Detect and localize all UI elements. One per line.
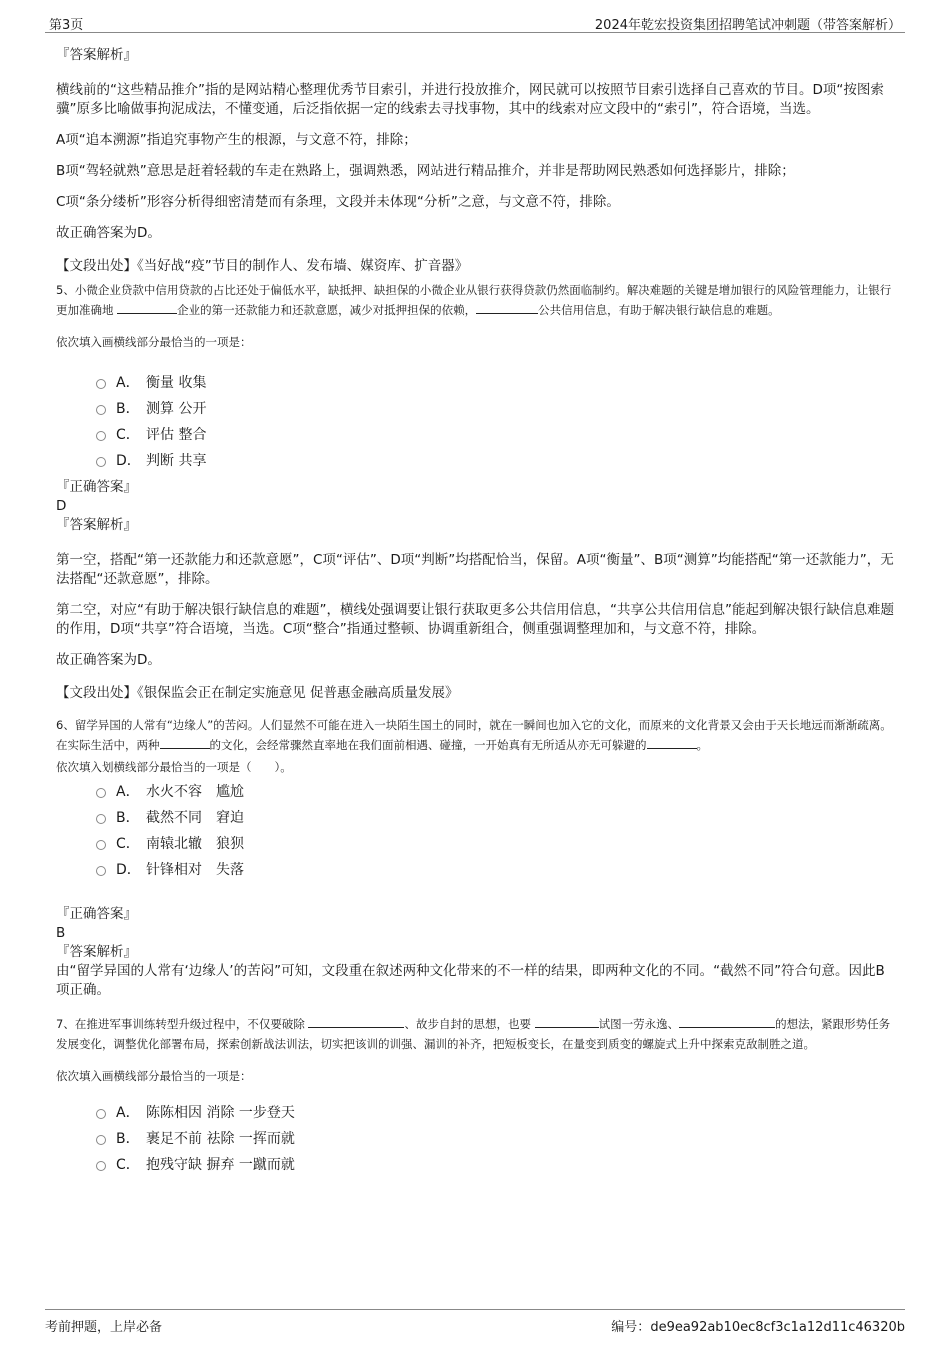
footer-serial bbox=[611, 1316, 905, 1335]
q6-prompt: 依次填入划横线部分最恰当的一项是（ ）。 bbox=[56, 760, 292, 774]
q7-stem-part1: 7、在推进军事训练转型升级过程中，不仅要破除 bbox=[56, 1017, 309, 1031]
q7-prompt: 依次填入画横线部分最恰当的一项是： bbox=[56, 1069, 252, 1083]
q5-prompt: 依次填入画横线部分最恰当的一项是： bbox=[56, 335, 252, 349]
radio-icon[interactable] bbox=[96, 1135, 106, 1145]
option-letter: C． bbox=[116, 427, 140, 443]
radio-icon[interactable] bbox=[96, 457, 106, 467]
radio-icon[interactable] bbox=[96, 405, 106, 415]
q5-option-d[interactable] bbox=[56, 448, 898, 474]
document-title: 2024年乾宏投资集团招聘笔试冲刺题（带答案解析） bbox=[594, 18, 901, 33]
q4-analysis-p4: C项“条分缕析”形容分析得细密清楚而有条理，文段并未体现“分析”之意，与文意不符，排除。 bbox=[56, 194, 620, 210]
q6-analysis-p1: 由“留学异国的人常有‘边缘人’的苦闷”可知，文段重在叙述两种文化带来的不一样的结果，即两种文化的不同。“截然不同”符合句意。因此B项正确。 bbox=[56, 963, 885, 998]
q6-stem-part3: 。 bbox=[696, 738, 708, 752]
radio-icon[interactable] bbox=[96, 866, 106, 876]
option-text: 测算 公开 bbox=[146, 401, 207, 417]
q5-options bbox=[56, 370, 898, 474]
q6-option-b[interactable] bbox=[56, 805, 898, 831]
serial-number: de9ea92ab10ec8cf3c1a12d11c46320b bbox=[650, 1320, 905, 1335]
q5-analysis-label: 『答案解析』 bbox=[56, 517, 137, 533]
q7-stem-part4: 的想法，紧跟形势任务发展变化，调整优化部署布局，探索创新战法训法，切实把该训的训强、漏训的补齐，把短板变长，在量变到质变的螺旋式上升中探索克敌制胜之道。 bbox=[56, 1017, 891, 1051]
q7-blank-2 bbox=[535, 1026, 599, 1028]
q5-stem-part3: 公共信用信息，有助于解决银行缺信息的难题。 bbox=[538, 303, 780, 317]
option-text: 针锋相对 失落 bbox=[146, 862, 244, 878]
page-header bbox=[45, 10, 905, 33]
option-letter: C． bbox=[116, 1157, 140, 1173]
radio-icon[interactable] bbox=[96, 431, 106, 441]
q4-analysis-p5: 故正确答案为D。 bbox=[56, 225, 161, 241]
option-letter: A． bbox=[116, 375, 140, 391]
q5-option-c[interactable] bbox=[56, 422, 898, 448]
q7-option-c[interactable] bbox=[56, 1152, 898, 1178]
option-letter: B． bbox=[116, 810, 140, 826]
serial-label: 编号： bbox=[611, 1320, 651, 1335]
option-letter: D． bbox=[116, 862, 141, 878]
q7-options bbox=[56, 1100, 898, 1178]
q4-source: 【文段出处】《当好战“疫”节目的制作人、发布墙、媒资库、扩音器》 bbox=[56, 258, 469, 274]
q7-blank-1 bbox=[308, 1026, 404, 1028]
q5-option-a[interactable] bbox=[56, 370, 898, 396]
option-text: 衡量 收集 bbox=[146, 375, 207, 391]
option-text: 截然不同 窘迫 bbox=[146, 810, 244, 826]
q5-blank-2 bbox=[476, 312, 538, 314]
option-letter: A． bbox=[116, 784, 140, 800]
q6-option-c[interactable] bbox=[56, 831, 898, 857]
q6-stem-part2: 的文化，会经常骤然直率地在我们面前相遇、碰撞，一开始真有无所适从亦无可躲避的 bbox=[209, 738, 647, 752]
radio-icon[interactable] bbox=[96, 840, 106, 850]
q6-stem-part1: 6、留学异国的人常有“边缘人”的苦闷。人们显然不可能在进入一块陌生国土的同时，就在一瞬间也加入它的文化，而原来的文化背景又会由于天长地远而渐渐疏离。在实际生活中，两种 bbox=[56, 718, 892, 752]
q5-stem-part2: 企业的第一还款能力和还款意愿，减少对抵押担保的依赖， bbox=[177, 303, 477, 317]
q6-answer-label: 『正确答案』 bbox=[56, 906, 137, 922]
q5-analysis-p2: 第二空，对应“有助于解决银行缺信息的难题”，横线处强调要让银行获取更多公共信用信息，“共享公共信用信息”能起到解决银行缺信息难题的作用，D项“共享”符合语境，当选。C项“整合”指通过整顿、协调重新组合，侧重强调整理加和，与文意不符，排除。 bbox=[56, 602, 894, 637]
q5-analysis-p1: 第一空，搭配“第一还款能力和还款意愿”，C项“评估”、D项“判断”均搭配恰当，保留。A项“衡量”、B项“测算”均能搭配“第一还款能力”，无法搭配“还款意愿”，排除。 bbox=[56, 552, 894, 587]
q6-analysis-label: 『答案解析』 bbox=[56, 944, 137, 960]
radio-icon[interactable] bbox=[96, 814, 106, 824]
page-content bbox=[56, 44, 898, 1178]
q6-options bbox=[56, 779, 898, 883]
q7-option-a[interactable] bbox=[56, 1100, 898, 1126]
q4-analysis-label: 『答案解析』 bbox=[56, 47, 137, 63]
footer-slogan: 考前押题，上岸必备 bbox=[45, 1320, 163, 1335]
option-letter: C． bbox=[116, 836, 140, 852]
q5-stem-part1: 5、小微企业贷款中信用贷款的占比还处于偏低水平，缺抵押、缺担保的小微企业从银行获得贷款仍然面临制约。解决难题的关键是增加银行的风险管理能力，让银行更加准确地 bbox=[56, 283, 892, 317]
radio-icon[interactable] bbox=[96, 379, 106, 389]
q5-answer: D bbox=[56, 498, 67, 514]
q7-stem-part2: 、故步自封的思想，也要 bbox=[404, 1017, 535, 1031]
q6-blank-1 bbox=[160, 747, 210, 749]
option-text: 水火不容 尴尬 bbox=[146, 784, 244, 800]
q7-stem bbox=[56, 1014, 898, 1054]
option-text: 判断 共享 bbox=[146, 453, 207, 469]
option-letter: A． bbox=[116, 1105, 140, 1121]
q4-analysis-p1: 横线前的“这些精品推介”指的是网站精心整理优秀节目索引，并进行投放推介，网民就可以按照节目索引选择自己喜欢的节目。D项“按图索骥”原多比喻做事拘泥成法，不懂变通，后泛指依据一定的线索去寻找事物，其中的线索对应文段中的“索引”，符合语境，当选。 bbox=[56, 82, 884, 117]
q6-blank-2 bbox=[647, 747, 697, 749]
q7-stem-part3: 试图一劳永逸、 bbox=[598, 1017, 680, 1031]
q4-analysis-p2: A项“追本溯源”指追究事物产生的根源，与文意不符，排除； bbox=[56, 132, 417, 148]
option-text: 陈陈相因 消除 一步登天 bbox=[146, 1105, 295, 1121]
q5-option-b[interactable] bbox=[56, 396, 898, 422]
option-text: 裹足不前 祛除 一挥而就 bbox=[146, 1131, 295, 1147]
radio-icon[interactable] bbox=[96, 788, 106, 798]
q7-option-b[interactable] bbox=[56, 1126, 898, 1152]
q5-stem bbox=[56, 280, 898, 320]
radio-icon[interactable] bbox=[96, 1161, 106, 1171]
option-letter: B． bbox=[116, 1131, 140, 1147]
option-letter: D． bbox=[116, 453, 141, 469]
q6-option-d[interactable] bbox=[56, 857, 898, 883]
q5-analysis-p3: 故正确答案为D。 bbox=[56, 652, 161, 668]
q6-stem bbox=[56, 715, 898, 755]
option-text: 南辕北辙 狼狈 bbox=[146, 836, 244, 852]
q5-source: 【文段出处】《银保监会正在制定实施意见 促普惠金融高质量发展》 bbox=[56, 685, 459, 701]
option-letter: B． bbox=[116, 401, 140, 417]
option-text: 评估 整合 bbox=[146, 427, 207, 443]
q4-analysis-p3: B项“驾轻就熟”意思是赶着轻载的车走在熟路上，强调熟悉，网站进行精品推介，并非是帮助网民熟悉如何选择影片，排除； bbox=[56, 163, 795, 179]
radio-icon[interactable] bbox=[96, 1109, 106, 1119]
q7-blank-3 bbox=[679, 1026, 775, 1028]
option-text: 抱残守缺 摒弃 一蹴而就 bbox=[146, 1157, 295, 1173]
page-number: 第3页 bbox=[49, 18, 84, 33]
q6-option-a[interactable] bbox=[56, 779, 898, 805]
page-footer bbox=[45, 1309, 905, 1340]
q5-answer-label: 『正确答案』 bbox=[56, 479, 137, 495]
q5-blank-1 bbox=[117, 312, 177, 314]
q6-answer: B bbox=[56, 925, 66, 941]
